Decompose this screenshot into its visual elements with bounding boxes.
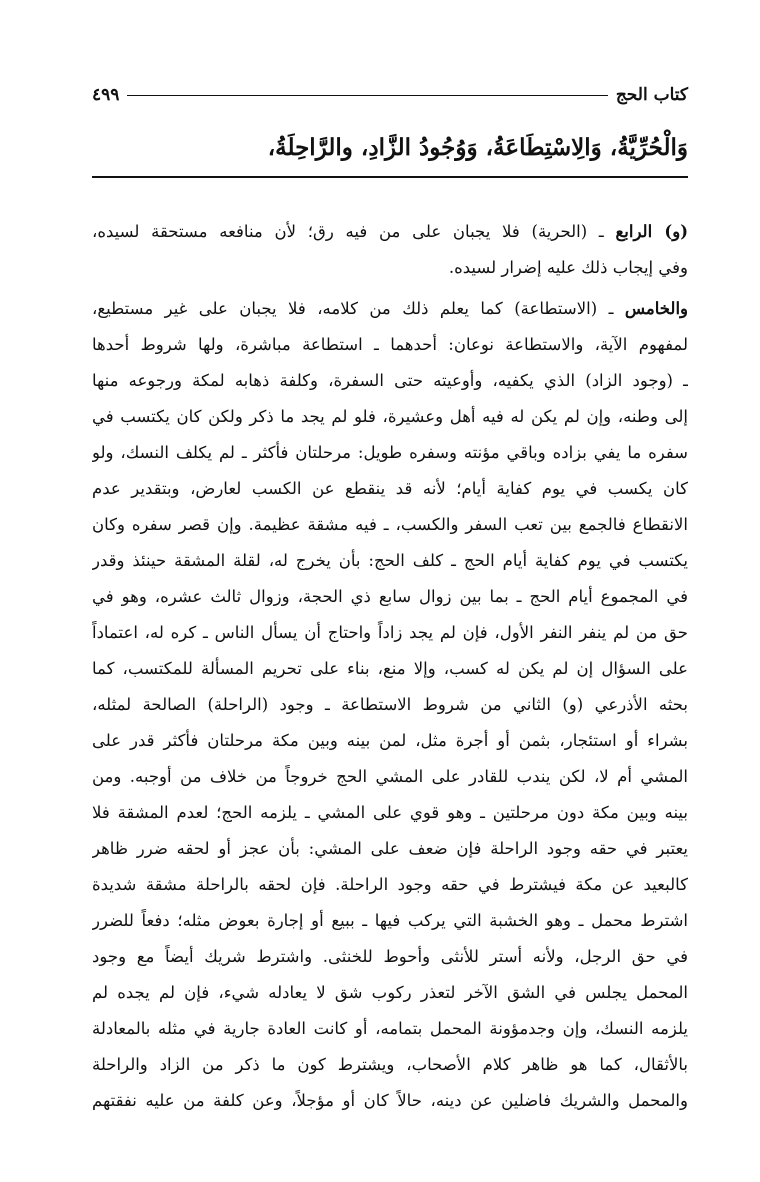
page-number: ٤٩٩ — [92, 85, 120, 105]
text-line: كان يكسب في يوم كفاية أيام؛ لأنه قد ينقطع عن الكسب لعارض، وبتقدير عدم — [92, 479, 688, 498]
paragraph-fifth-condition — [92, 291, 688, 1155]
text-line — [92, 1119, 688, 1155]
paragraph-lead: والخامس — [624, 299, 688, 318]
book-title: كتاب الحج — [615, 85, 688, 105]
text-line: (و) الرابع ـ (الحرية) فلا يجبان على من فيه رق؛ لأن منافعه مستحقة لسيده، — [92, 222, 688, 241]
text-line: بينه وبين مكة دون مرحلتين ـ وهو قوي على المشي ـ يلزمه الحج؛ لعدم المشقة فلا — [92, 803, 688, 822]
text-line: لمفهوم الآية، والاستطاعة نوعان: أحدهما ـ استطاعة مباشرة، ولها شروط أحدها — [92, 335, 688, 354]
text-line: الانقطاع فالجمع بين تعب السفر والكسب، ـ فيه مشقة عظيمة. وإن قصر سفره وكان — [92, 515, 688, 534]
text-line: كالبعيد عن مكة فيشترط في حقه وجود الراحلة. فإن لحقه بالراحلة مشقة شديدة — [92, 875, 688, 894]
matn-text: وَالْحُرِّيَّةُ، وَالِاسْتِطَاعَةُ، وَوُجُودُ الزَّادِ، والرَّاحِلَةُ، — [267, 134, 688, 161]
text-line: على السؤال إن لم يكن له كسب، وإلا منع، بناء على تحريم المسألة للمكتسب، كما — [92, 659, 688, 678]
text-line: سفره ما يفي بزاده وباقي مؤنته وسفره طويل: مرحلتان فأكثر ـ لم يكلف النسك، ولو — [92, 443, 688, 462]
running-header — [92, 82, 688, 108]
paragraph-lead: (و) الرابع — [615, 222, 688, 241]
text-line: والمحمل والشريك فاضلين عن دينه، حالاً كان أو مؤجلاً، وعن كلفة من عليه نفقتهم — [92, 1091, 688, 1110]
header-rule — [127, 95, 607, 96]
text-line: يلزمه النسك، وإن وجدمؤونة المحمل بتمامه، أو كانت العادة جارية في مثله بالمعادلة — [92, 1019, 688, 1038]
paragraph-fourth-condition — [92, 214, 688, 286]
text-line: وفي إيجاب ذلك عليه إضرار لسيده. — [448, 258, 688, 277]
text-line: في المجموع أيام الحج ـ بما بين زوال سابع ذي الحجة، وزوال ثالث عشره، وهو في — [92, 587, 688, 606]
text-line: في حق الرجل، ولأنه أستر للأنثى وأحوط للخنثى. واشترط شريك أيضاً مع وجود — [92, 947, 688, 966]
text-line: المحمل يجلس في الشق الآخر لتعذر ركوب شق لا يعادله شيء، فإن لم يجده لم — [92, 983, 688, 1002]
text-line: بالأثقال، كما هو ظاهر كلام الأصحاب، ويشترط كون ما ذكر من الزاد والراحلة — [92, 1055, 688, 1074]
book-page — [92, 0, 688, 1182]
text-line: بشراء أو استئجار، بثمن أو أجرة مثل، لمن بينه وبين مكة مرحلتان فأكثر قدر على — [92, 731, 688, 750]
text-line: المشي أم لا، لكن يندب للقادر على المشي الحج خروجاً من خلاف من أوجبه. ومن — [92, 767, 688, 786]
text-line: يعتبر في حقه وجود الراحلة فإن ضعف على المشي: بأن عجز أو لحقه ضرر ظاهر — [92, 839, 688, 858]
text-line: يكتسب في يوم كفاية أيام الحج ـ كلف الحج: بأن يخرج له، لقلة المشقة حينئذ وقدر — [92, 551, 688, 570]
text-line: ـ (وجود الزاد) الذي يكفيه، وأوعيته حتى السفرة، وكلفة ذهابه لمكة ورجوعه منها — [92, 371, 688, 390]
text-line: حق من لم ينفر النفر الأول، فإن لم يجد زاداً واحتاج أن يسأل الناس ـ كره له، اعتماداً — [92, 623, 688, 642]
text-line: اشترط محمل ـ وهو الخشبة التي يركب فيها ـ ببيع أو إجارة بعوض مثله؛ دفعاً للضرر — [92, 911, 688, 930]
text-line: بحثه الأذرعي (و) الثاني من شروط الاستطاعة ـ وجود (الراحلة) الصالحة لمثله، — [92, 695, 688, 714]
text-line: والخامس ـ (الاستطاعة) كما يعلم ذلك من كلامه، فلا يجبان على غير مستطيع، — [92, 299, 688, 318]
text-line: إلى وطنه، وإن لم يكن له فيه أهل وعشيرة، فلو لم يجد ما ذكر ولكن كان يكتسب في — [92, 407, 688, 426]
matn-divider — [92, 176, 688, 178]
